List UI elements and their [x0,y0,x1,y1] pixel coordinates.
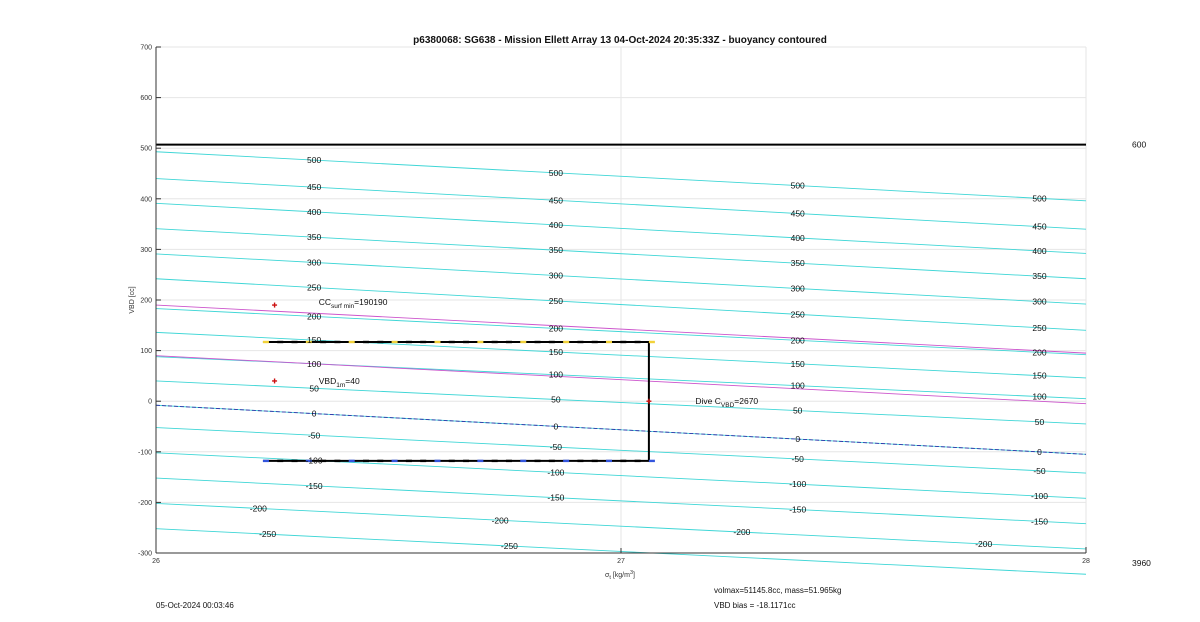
contour-label: 300 [307,257,322,268]
contour-label: -150 [789,504,807,515]
contour-label: 100 [1032,391,1047,402]
contour-label: 50 [792,405,803,416]
contour-label: 500 [548,167,563,178]
contour-label: 300 [548,270,563,281]
contour-label: 250 [790,309,805,320]
x-axis-label-sub: t [609,575,611,581]
x-tick-label: 27 [617,558,625,565]
contour-label: 0 [1037,446,1042,457]
contour-label: 500 [1032,193,1047,204]
annotation: $VBD_{1m}=40$ [318,375,360,389]
contour-label: 250 [548,295,563,306]
contour-label: 0 [553,421,559,432]
y-tick-label: -100 [137,449,152,457]
contour-label: -100 [1030,491,1049,502]
annotation: Dive $C_{VBD}=2670$ [695,396,759,410]
contour-label: 400 [548,219,563,230]
contour-label: -200 [491,515,509,526]
contour-label: 0 [311,408,317,419]
contour-label: 50 [309,383,319,394]
annotation: $CC_{surf min}=190190$ [318,297,388,311]
y-tick-label: 0 [148,398,152,406]
chart-title: p6380068: SG638 - Mission Ellett Array 13 04-Oct-2024 20:35:33Z - buoyancy contoured [413,35,827,46]
contour-label: -150 [1030,516,1049,527]
contour-label: 150 [1032,370,1047,381]
contour-label: -150 [547,492,565,503]
y-tick-label: -300 [137,550,152,558]
contour-label: -250 [259,529,277,540]
contour-label: -250 [500,541,518,552]
y-tick-label: 700 [140,44,152,52]
y-tick-label: 100 [140,348,152,356]
x-axis-label [605,570,635,581]
y-tick-label: 300 [140,246,152,254]
contour-label: -200 [249,503,267,514]
contour-label: 400 [790,232,805,243]
contour-label: -50 [307,430,321,441]
contour-label: 450 [1032,221,1047,232]
contour-label: 150 [307,335,322,346]
right-axis-label: 3960 [1132,558,1151,569]
y-tick-label: 200 [140,297,152,305]
contour-label: 450 [790,208,805,219]
contour-label: 400 [1032,245,1047,256]
y-tick-label: 400 [140,196,152,204]
contour-label: 200 [790,335,805,346]
contour-label: -50 [1033,465,1046,476]
contour-label: 50 [551,394,561,405]
y-axis-label: VBD [cc] [129,286,136,314]
y-tick-label: 500 [140,145,152,153]
contour-label: -100 [305,455,323,466]
contour-label: 200 [548,323,563,334]
contour-label: 350 [548,245,563,256]
x-axis-label-unit: [kg/m [610,572,630,579]
contour-label: 200 [307,311,322,322]
x-axis-label-sup: 3 [629,570,634,576]
contour-label: 0 [795,434,801,445]
contour-label: -50 [791,453,804,464]
x-tick-label: 26 [152,558,160,565]
contour-label: 350 [307,232,322,243]
contour-label: 100 [548,369,563,380]
footer-vbd-bias: VBD bias = -18.1171cc [714,601,796,610]
contour-label: 250 [1032,322,1047,333]
contour-label: 350 [1032,271,1047,282]
x-axis-label-close: ] [633,572,635,579]
contour-label: 200 [1032,347,1047,358]
contour-label: 300 [1032,296,1047,307]
contour-label: 100 [790,380,805,391]
contour-label: 50 [1034,416,1045,427]
contour-label: 400 [307,206,322,217]
contour-label: 100 [307,358,322,369]
annotations [319,297,759,409]
contour-label: -100 [789,479,807,490]
contour-label: 500 [307,155,322,166]
y-tick-label: -200 [137,499,152,507]
footer-volmax: volmax=51145.8cc, mass=51.965kg [714,586,842,595]
y-tick-label: 600 [140,95,152,103]
contour-label: 450 [307,182,322,193]
x-axis-label-main: σ [605,572,610,579]
contour-label: -100 [547,467,565,478]
footer-date: 05-Oct-2024 00:03:46 [156,601,234,610]
grid-lines [156,47,1086,553]
right-axis-label: 600 [1132,139,1147,150]
contour-label: -200 [733,527,751,538]
contour-label: -200 [975,538,993,549]
contour-label: 300 [790,283,805,294]
contour-label: 150 [790,358,805,369]
contour-label: 450 [548,195,563,206]
contour-label: -150 [305,480,323,491]
contour-label: 150 [548,346,563,357]
x-tick-label: 28 [1082,558,1090,565]
contour-label: 500 [790,180,805,191]
contour-label: -50 [549,442,563,453]
contour-label: 250 [307,282,322,293]
contour-label: 350 [790,258,805,269]
